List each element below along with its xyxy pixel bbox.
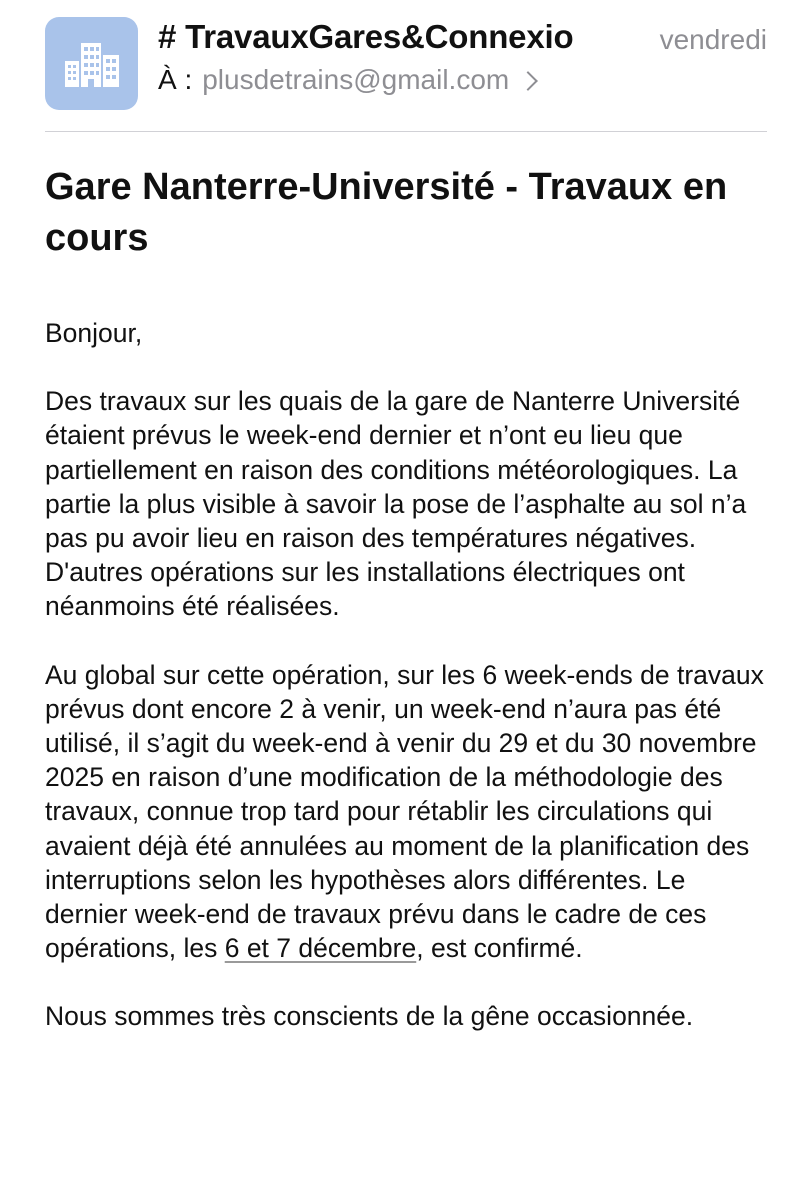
sender-name[interactable]: # TravauxGares&Connexio (158, 18, 574, 55)
received-date: vendredi (659, 24, 767, 55)
to-label: À : (158, 64, 193, 95)
body-paragraph: Des travaux sur les quais de la gare de Nanterre Université étaient prévus le week-end dernier et n’ont eu lieu que partiellement en raison des conditions météorologiques. La partie la plus visible à savoir la pose de l’asphalte au sol n’a pas pu avoir lieu en raison des températures négatives. D'autres opérations sur les installations électriques ont néanmoins été réalisées. (45, 386, 747, 622)
body-paragraph: Nous sommes très conscients de la gêne occasionnée. (45, 1001, 694, 1032)
greeting: Bonjour, (45, 318, 143, 348)
chevron-right-icon[interactable] (518, 71, 538, 91)
date-link[interactable]: 6 et 7 décembre (224, 933, 417, 964)
sender-avatar[interactable] (45, 17, 138, 110)
body-paragraph (45, 658, 775, 966)
buildings-icon (63, 39, 121, 89)
recipient-row[interactable] (158, 64, 535, 96)
email-body (45, 316, 775, 1034)
email-subject: Gare Nanterre-Université - Travaux en cours (45, 166, 728, 259)
mail-header (0, 0, 812, 132)
recipient-address[interactable]: plusdetrains@gmail.com (202, 64, 510, 95)
paragraph-text: Au global sur cette opération, sur les 6 week-ends de travaux prévus dont encore 2 à venir, un week-end n’aura pas été utilisé, il s’agit du week-end à venir du 29 et du 30 novembre 2025 en raison d’une modification de la méthodologie des travaux, connue trop tard pour rétablir les circulations qui avaient déjà été annulées au moment de la planification des interruptions selon les hypothèses alors différentes. Le dernier week-end de travaux prévu dans le cadre de ces opérations, les (45, 659, 764, 964)
header-divider (45, 131, 767, 132)
paragraph-text: , est confirmé. (416, 933, 583, 964)
